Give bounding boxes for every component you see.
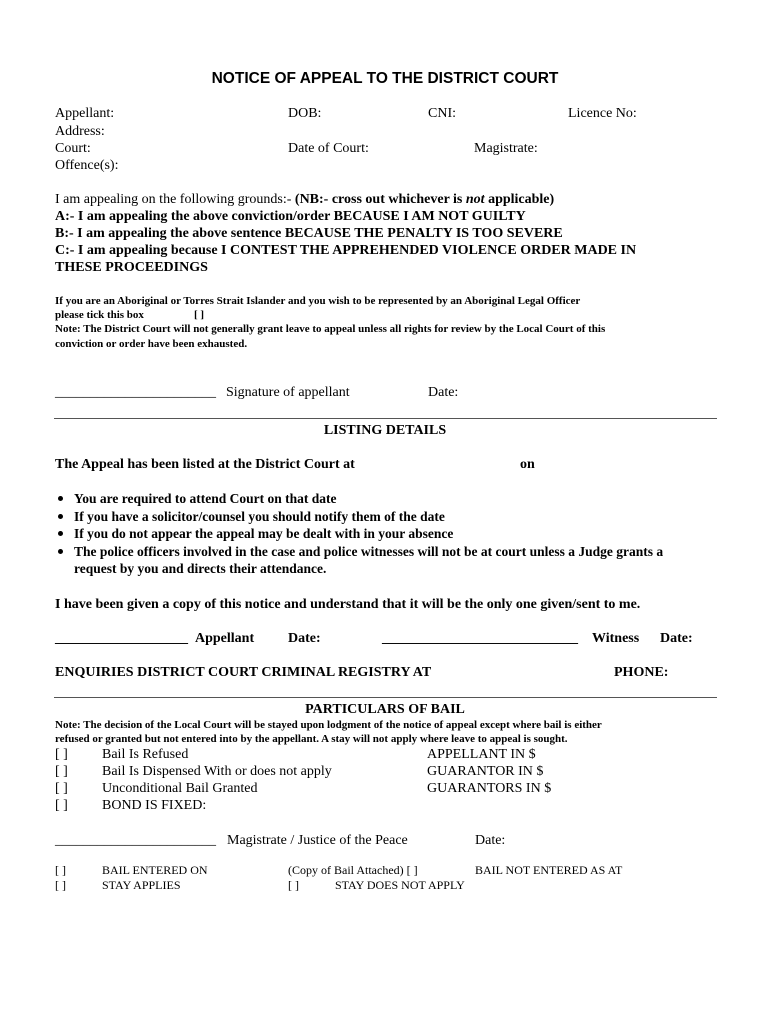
unconditional-bail-checkbox[interactable]: [ ] [55, 781, 68, 796]
grounds-intro [55, 192, 554, 208]
magistrate-label: Magistrate: [474, 141, 538, 156]
bail-note-line2: refused or granted but not entered into by the appellant. A stay will not apply where leave to appeal is sought. [55, 733, 568, 745]
witness-label: Witness [592, 631, 640, 646]
ground-c-line1: C:- I am appealing because I CONTEST THE APPREHENDED VIOLENCE ORDER MADE IN [55, 243, 637, 258]
appellant-signature-label: Appellant [195, 631, 255, 646]
aboriginal-text-line2: please tick this box [55, 309, 144, 321]
page-title: NOTICE OF APPEAL TO THE DISTRICT COURT [211, 70, 559, 87]
bullet-icon [58, 496, 63, 501]
bullet-icon [58, 531, 63, 536]
divider [54, 418, 717, 419]
witness-date-label: Date: [660, 631, 693, 646]
enquiries-text: ENQUIRIES DISTRICT COURT CRIMINAL REGISTRY AT [55, 665, 432, 680]
list-item-text: If you have a solicitor/counsel you should notify them of the date [74, 508, 445, 524]
dob-label: DOB: [288, 106, 322, 121]
bullet-icon [58, 514, 63, 519]
unconditional-bail-label: Unconditional Bail Granted [102, 781, 258, 796]
ground-b: B:- I am appealing the above sentence BECAUSE THE PENALTY IS TOO SEVERE [55, 226, 563, 241]
signature-line[interactable]: _______________________ [55, 385, 216, 400]
bail-note-line1: Note: The decision of the Local Court will be stayed upon lodgment of the notice of appeal except where bail is either [55, 719, 602, 731]
magistrate-signature-line[interactable]: _______________________ [55, 833, 216, 848]
phone-label: PHONE: [614, 665, 669, 680]
copy-acknowledgement: I have been given a copy of this notice and understand that it will be the only one given/sent to me. [55, 597, 641, 612]
ground-a: A:- I am appealing the above conviction/order BECAUSE I AM NOT GUILTY [55, 209, 526, 224]
list-item-text: You are required to attend Court on that date [74, 491, 337, 506]
date-of-court-label: Date of Court: [288, 141, 369, 156]
aboriginal-text-line1: If you are an Aboriginal or Torres Strait Islander and you wish to be represented by an Aboriginal Legal Officer [55, 295, 581, 307]
nb-note [295, 192, 554, 207]
bail-refused-checkbox[interactable]: [ ] [55, 747, 68, 762]
stay-not-apply-checkbox[interactable]: [ ] [288, 878, 299, 892]
offences-label: Offence(s): [55, 158, 119, 173]
bail-not-entered-label: BAIL NOT ENTERED AS AT [475, 863, 623, 877]
list-item [55, 490, 715, 508]
divider [54, 697, 717, 698]
licence-no-label: Licence No: [568, 106, 637, 121]
appellant-label: Appellant: [55, 106, 115, 121]
nb-prefix: (NB:- cross out whichever is [294, 192, 466, 207]
bail-heading: PARTICULARS OF BAIL [305, 702, 465, 717]
bail-entered-label: BAIL ENTERED ON [102, 863, 208, 877]
address-label: Address: [55, 124, 105, 139]
guarantor-amount-label: GUARANTOR IN $ [427, 764, 544, 779]
stay-applies-label: STAY APPLIES [102, 878, 181, 892]
witness-signature-line[interactable]: ____________________________ [382, 631, 578, 646]
listing-on: on [520, 457, 535, 472]
bail-dispensed-checkbox[interactable]: [ ] [55, 764, 68, 779]
leave-note-line1: Note: The District Court will not generally grant leave to appeal unless all rights for review by the Local Court of this [55, 323, 606, 335]
magistrate-date-label: Date: [475, 833, 506, 848]
bail-entered-checkbox[interactable]: [ ] [55, 863, 66, 877]
appellant-signature-line[interactable]: ___________________ [55, 631, 188, 646]
listing-text: The Appeal has been listed at the District Court at [55, 457, 355, 472]
cni-label: CNI: [428, 106, 456, 121]
signature-label: Signature of appellant [226, 385, 350, 400]
aboriginal-checkbox[interactable]: [ ] [194, 309, 205, 321]
court-label: Court: [55, 141, 91, 156]
stay-applies-checkbox[interactable]: [ ] [55, 878, 66, 892]
magistrate-signature-label: Magistrate / Justice of the Peace [227, 833, 408, 848]
copy-attached-label[interactable]: (Copy of Bail Attached) [ ] [288, 863, 418, 877]
ground-c-line2: THESE PROCEEDINGS [55, 260, 208, 275]
appellant-amount-label: APPELLANT IN $ [427, 747, 536, 762]
guarantors-amount-label: GUARANTORS IN $ [427, 781, 552, 796]
bail-dispensed-label: Bail Is Dispensed With or does not apply [102, 764, 332, 779]
list-item [55, 525, 715, 543]
bond-fixed-checkbox[interactable]: [ ] [55, 798, 68, 813]
bond-fixed-label: BOND IS FIXED: [102, 798, 207, 813]
signature-date-label: Date: [428, 385, 459, 400]
appellant-date-label: Date: [288, 631, 321, 646]
list-item [55, 543, 704, 578]
list-item-text: The police officers involved in the case and police witnesses will not be at court unless a Judge grants a request by you and directs their attendance. [74, 543, 664, 576]
nb-not: not [465, 192, 485, 207]
leave-note-line2: conviction or order have been exhausted. [55, 338, 248, 350]
stay-not-apply-label: STAY DOES NOT APPLY [335, 878, 465, 892]
nb-suffix: applicable) [484, 192, 555, 207]
listing-heading: LISTING DETAILS [323, 423, 447, 438]
bail-refused-label: Bail Is Refused [102, 747, 189, 762]
list-item [55, 508, 715, 526]
bullet-icon [58, 549, 63, 554]
listing-bullets [55, 490, 715, 578]
grounds-intro-text: I am appealing on the following grounds:- [55, 192, 295, 207]
list-item-text: If you do not appear the appeal may be dealt with in your absence [74, 526, 454, 541]
